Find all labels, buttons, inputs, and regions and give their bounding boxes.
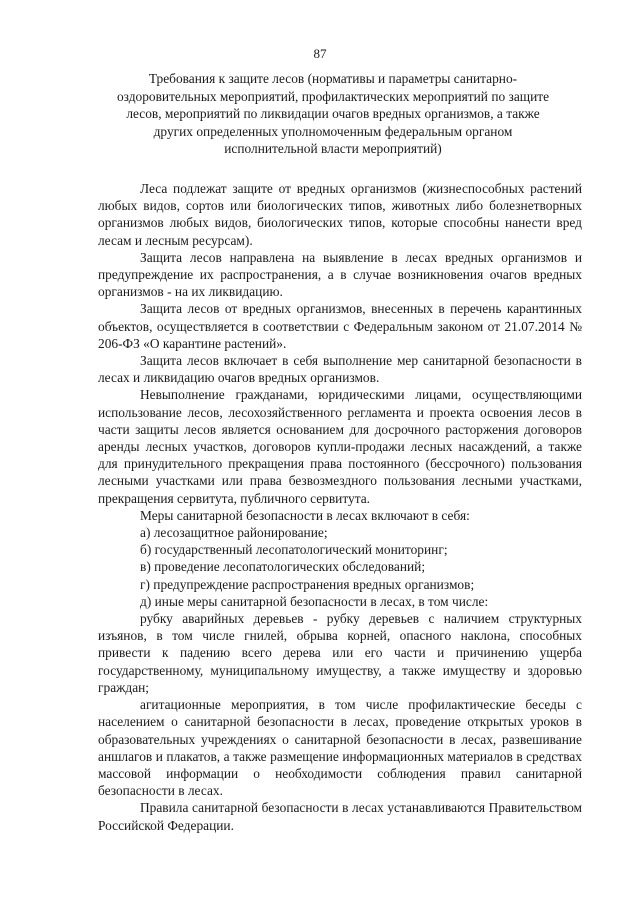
paragraph: Защита лесов включает в себя выполнение мер санитарной безопасности в лесах и ликвидацию очагов вредных организмов. bbox=[98, 353, 582, 386]
list-item: а) лесозащитное районирование; bbox=[140, 525, 328, 541]
page-number: 87 bbox=[313, 46, 327, 61]
list-item: г) предупреждение распространения вредных организмов; bbox=[140, 576, 475, 592]
paragraph: Невыполнение гражданами, юридическими лицами, осуществляющими использование лесов, лесохозяйственного регламента и проекта освоения лесов в части защиты лесов является основанием для досрочного расторжения договоров аренды лесных участков, договоров купли-продажи лесных насаждений, а также для принудительного прекращения права постоянного (бессрочного) пользования лесными участками или права безвозмездного пользования лесными участками, прекращения сервитута, публичного сервитута. bbox=[98, 387, 582, 506]
list-item: в) проведение лесопатологических обследований; bbox=[140, 559, 426, 575]
list-item: д) иные меры санитарной безопасности в лесах, в том числе: bbox=[140, 593, 489, 609]
title-line: Требования к защите лесов (нормативы и параметры санитарно- bbox=[148, 71, 518, 86]
paragraph: Защита лесов направлена на выявление в лесах вредных организмов и предупреждение их распространения, а в случае возникновения очагов вредных организмов - на их ликвидацию. bbox=[98, 249, 582, 300]
paragraph: Леса подлежат защите от вредных организмов (жизнеспособных растений любых видов, сортов или биологических типов, животных либо болезнетворных организмов любых видов, биологических типов, которые способны нанести вред лесам и лесным ресурсам). bbox=[98, 181, 582, 248]
paragraph: агитационные мероприятия, в том числе профилактические беседы с населением о санитарной безопасности в лесах, проведение открытых уроков в образовательных учреждениях о санитарной безопасности в лесах, развешивание аншлагов и плакатов, а также размещение информационных материалов в средствах массовой информации о необходимости соблюдения правил санитарной безопасности в лесах. bbox=[98, 697, 582, 799]
paragraph: Меры санитарной безопасности в лесах включают в себя: bbox=[140, 507, 470, 523]
body-text bbox=[98, 180, 582, 834]
list-item: б) государственный лесопатологический мониторинг; bbox=[140, 542, 448, 558]
title-line: лесов, мероприятий по ликвидации очагов вредных организмов, а также bbox=[126, 106, 540, 121]
paragraph: рубку аварийных деревьев - рубку деревьев с наличием структурных изъянов, в том числе гнилей, обрыва корней, опасного наклона, способных привести к падению всего дерева или его части и причинению ущерба государственному, муниципальному имуществу, а также имуществу и здоровью граждан; bbox=[98, 611, 582, 695]
section-title bbox=[88, 70, 578, 158]
paragraph: Правила санитарной безопасности в лесах устанавливаются Правительством Российской Федерации. bbox=[98, 800, 582, 833]
title-line: других определенных уполномоченным федеральным органом bbox=[153, 123, 513, 139]
title-line: оздоровительных мероприятий, профилактических мероприятий по защите bbox=[116, 88, 550, 104]
paragraph: Защита лесов от вредных организмов, внесенных в перечень карантинных объектов, осуществляется в соответствии с Федеральным законом от 21.07.2014 № 206-ФЗ «О карантине растений». bbox=[98, 301, 582, 351]
title-line: исполнительной власти мероприятий) bbox=[224, 141, 442, 156]
